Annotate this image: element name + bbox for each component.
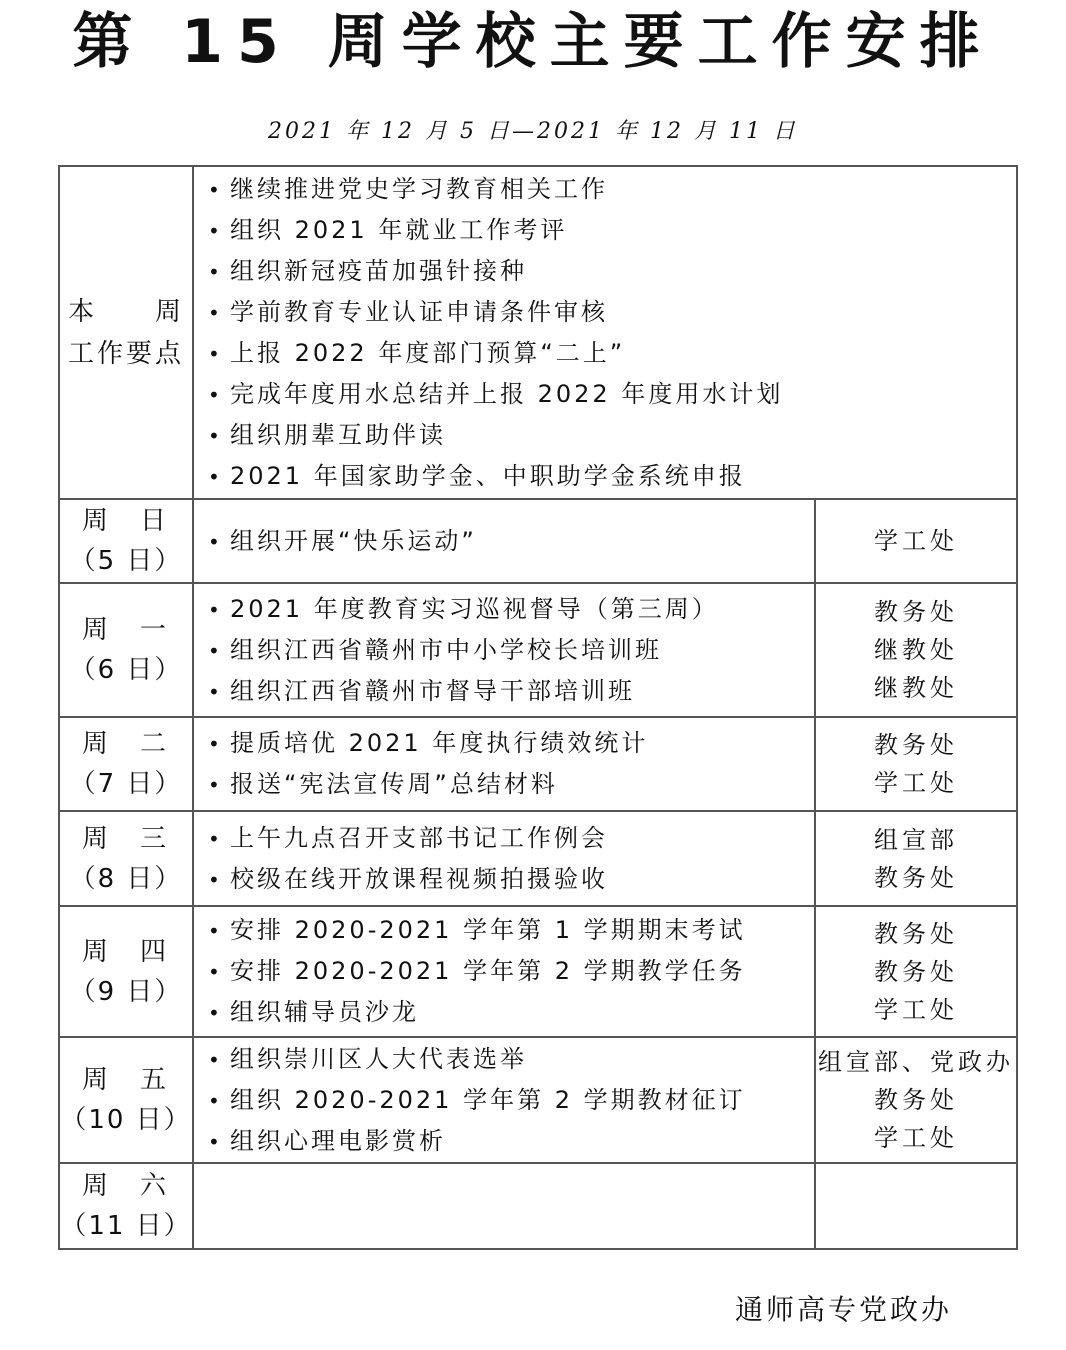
schedule-table	[58, 165, 1018, 1250]
day-label-b: 一	[139, 615, 170, 645]
day-date: （5 日）	[69, 546, 183, 576]
day-depts	[815, 583, 1017, 717]
key-point-item: • 2021 年国家助学金、中职助学金系统申报	[208, 456, 1016, 497]
day-date: （9 日）	[69, 976, 183, 1007]
task-item: • 2021 年度教育实习巡视督导（第三周）	[208, 589, 814, 630]
key-point-item: • 上报 2022 年度部门预算“二上”	[208, 333, 1016, 374]
day-label-a: 周	[82, 1171, 113, 1201]
day-label-a: 周	[82, 936, 113, 967]
dept-item: 组宣部、党政办	[818, 1048, 1014, 1076]
key-points-row	[59, 166, 1017, 499]
key-point-item: • 完成年度用水总结并上报 2022 年度用水计划	[208, 374, 1016, 415]
day-depts	[815, 811, 1017, 906]
task-item: • 组织江西省赣州市中小学校长培训班	[208, 630, 814, 671]
day-row-wednesday	[59, 811, 1017, 906]
day-label	[59, 717, 193, 811]
dept-item: 学工处	[874, 527, 958, 555]
day-date: （10 日）	[60, 1105, 192, 1135]
day-row-thursday	[59, 906, 1017, 1037]
task-item: • 组织崇川区人大代表选举	[208, 1039, 814, 1080]
day-label	[59, 811, 193, 906]
dept-item: 继教处	[874, 636, 958, 664]
task-item: • 报送“宪法宣传周”总结材料	[208, 764, 814, 805]
task-item: • 安排 2020-2021 学年第 2 学期教学任务	[208, 951, 814, 992]
day-date: （7 日）	[69, 769, 183, 799]
page-title: 第 15 周学校主要工作安排	[72, 7, 994, 77]
task-item: • 组织开展“快乐运动”	[208, 521, 814, 562]
key-point-item: • 学前教育专业认证申请条件审核	[208, 292, 1016, 333]
day-label-b: 四	[139, 936, 170, 967]
day-tasks	[193, 717, 815, 811]
day-row-saturday	[59, 1163, 1017, 1249]
dept-item: 学工处	[874, 1124, 958, 1152]
task-item: • 校级在线开放课程视频拍摄验收	[208, 859, 814, 900]
task-item: • 组织江西省赣州市督导干部培训班	[208, 671, 814, 712]
task-item: • 提质培优 2021 年度执行绩效统计	[208, 723, 814, 764]
dept-item: 教务处	[874, 957, 958, 986]
day-date: （6 日）	[69, 655, 183, 685]
key-point-item: • 继续推进党史学习教育相关工作	[208, 169, 1016, 210]
day-label	[59, 1163, 193, 1249]
task-item: • 组织心理电影赏析	[208, 1121, 814, 1162]
day-label-a: 周	[82, 823, 113, 854]
day-depts	[815, 499, 1017, 583]
key-points-label-b: 周	[154, 296, 184, 327]
day-tasks	[193, 1163, 815, 1249]
day-tasks	[193, 499, 815, 583]
dept-item: 教务处	[874, 731, 958, 759]
dept-item: 教务处	[874, 598, 958, 626]
day-depts	[815, 1037, 1017, 1163]
dept-item: 组宣部	[874, 825, 958, 854]
day-label	[59, 583, 193, 717]
day-label-b: 日	[139, 506, 170, 536]
day-label-b: 二	[139, 729, 170, 759]
day-label-a: 周	[82, 615, 113, 645]
task-item: • 组织辅导员沙龙	[208, 992, 814, 1033]
day-label	[59, 499, 193, 583]
day-date: （8 日）	[69, 863, 183, 894]
day-label	[59, 906, 193, 1037]
day-row-monday	[59, 583, 1017, 717]
day-depts	[815, 717, 1017, 811]
key-points-list	[194, 169, 1016, 497]
day-row-friday	[59, 1037, 1017, 1163]
key-points-label	[59, 166, 193, 499]
date-range: 2021 年 12 月 5 日—2021 年 12 月 11 日	[268, 119, 798, 144]
task-item: • 安排 2020-2021 学年第 1 学期期末考试	[208, 910, 814, 951]
key-points-label-a: 本	[68, 296, 98, 327]
dept-item: 继教处	[874, 674, 958, 702]
key-point-item: • 组织朋辈互助伴读	[208, 415, 1016, 456]
footer-signature: 通师高专党政办	[735, 1293, 953, 1326]
day-label-a: 周	[82, 729, 113, 759]
day-label-a: 周	[82, 1065, 113, 1095]
key-point-item: • 组织新冠疫苗加强针接种	[208, 251, 1016, 292]
day-label	[59, 1037, 193, 1163]
key-point-item: • 组织 2021 年就业工作考评	[208, 210, 1016, 251]
day-depts	[815, 1163, 1017, 1249]
day-row-sunday	[59, 499, 1017, 583]
dept-item: 学工处	[874, 995, 958, 1024]
key-points-cell	[193, 166, 1017, 499]
day-depts	[815, 906, 1017, 1037]
day-label-b: 六	[139, 1171, 170, 1201]
key-points-label-line2: 工作要点	[67, 338, 184, 369]
dept-item: 学工处	[874, 769, 958, 797]
day-date: （11 日）	[60, 1211, 192, 1241]
day-label-b: 五	[139, 1065, 170, 1095]
day-tasks	[193, 906, 815, 1037]
day-row-tuesday	[59, 717, 1017, 811]
task-item: • 上午九点召开支部书记工作例会	[208, 818, 814, 859]
day-label-b: 三	[139, 823, 170, 854]
day-label-a: 周	[82, 506, 113, 536]
task-item: • 组织 2020-2021 学年第 2 学期教材征订	[208, 1080, 814, 1121]
day-tasks	[193, 583, 815, 717]
dept-item: 教务处	[874, 919, 958, 948]
day-tasks	[193, 811, 815, 906]
dept-item: 教务处	[874, 863, 958, 892]
dept-item: 教务处	[874, 1086, 958, 1114]
day-tasks	[193, 1037, 815, 1163]
